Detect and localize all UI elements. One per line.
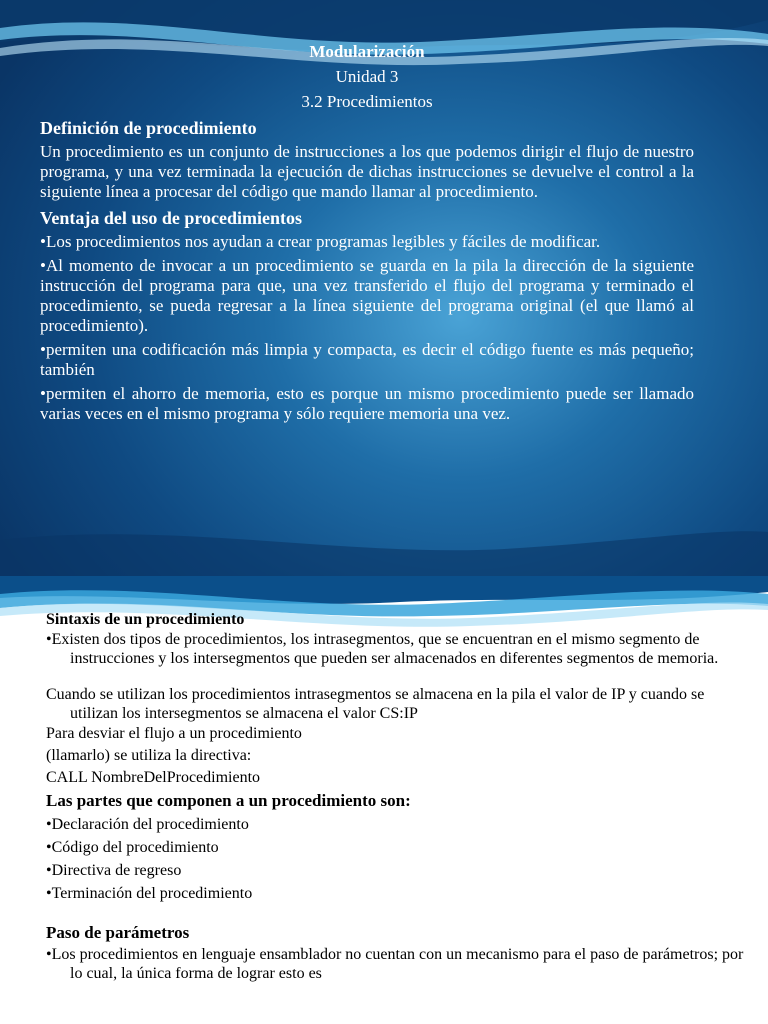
slide-title: Modularización (309, 42, 425, 61)
parts-heading: Las partes que componen a un procedimiento son: (46, 791, 411, 810)
slide-2-content (46, 610, 746, 983)
params-text: •Los procedimientos en lenguaje ensamblador no cuentan con un mecanismo para el paso de parámetros; por lo cual, la única forma de lograr esto es (46, 946, 744, 982)
section-label: 3.2 Procedimientos (301, 92, 433, 111)
syntax-heading: Sintaxis de un procedimiento (46, 611, 245, 628)
parts-item: •Código del procedimiento (46, 839, 219, 856)
advantage-bullet: •Al momento de invocar a un procedimiento se guarda en la pila la dirección de la siguiente instrucción del programa para que, una vez transferido el flujo del programa y terminado el procedimiento, se pueda regresar a la línea siguiente del programa original (el que llamó al procedimiento). (40, 256, 694, 335)
parts-item: •Declaración del procedimiento (46, 816, 249, 833)
unit-label: Unidad 3 (335, 67, 399, 86)
definition-heading: Definición de procedimiento (40, 118, 257, 138)
definition-text: Un procedimiento es un conjunto de instrucciones a los que podemos dirigir el flujo de nuestro programa, y una vez terminada la ejecución de dichas instrucciones se devuelve el control a la siguiente línea a procesar del código que mando llamar al procedimiento. (40, 142, 694, 201)
divert-line-1: Para desviar el flujo a un procedimiento (46, 725, 302, 742)
divert-line-2: (llamarlo) se utiliza la directiva: (46, 747, 252, 764)
types-text: •Existen dos tipos de procedimientos, los intrasegmentos, que se encuentran en el mismo segmento de instrucciones y los intersegmentos que pueden ser almacenados en diferentes segmentos de memoria. (46, 631, 719, 667)
storage-text: Cuando se utilizan los procedimientos intrasegmentos se almacena en la pila el valor de IP y cuando se utilizan los intersegmentos se almacena el valor CS:IP (46, 686, 705, 722)
call-directive: CALL NombreDelProcedimiento (46, 769, 261, 786)
advantage-bullet: •permiten una codificación más limpia y compacta, es decir el código fuente es más pequeño; también (40, 340, 694, 379)
parts-item: •Terminación del procedimiento (46, 885, 253, 902)
advantages-heading: Ventaja del uso de procedimientos (40, 208, 303, 228)
slide-1-content (40, 40, 694, 428)
advantage-bullet: •permiten el ahorro de memoria, esto es porque un mismo procedimiento puede ser llamado varias veces en el mismo programa y sólo requiere memoria una vez. (40, 384, 694, 423)
params-heading: Paso de parámetros (46, 923, 190, 942)
advantage-bullet: •Los procedimientos nos ayudan a crear programas legibles y fáciles de modificar. (40, 232, 601, 251)
parts-item: •Directiva de regreso (46, 862, 182, 879)
slide-2 (0, 576, 768, 1024)
